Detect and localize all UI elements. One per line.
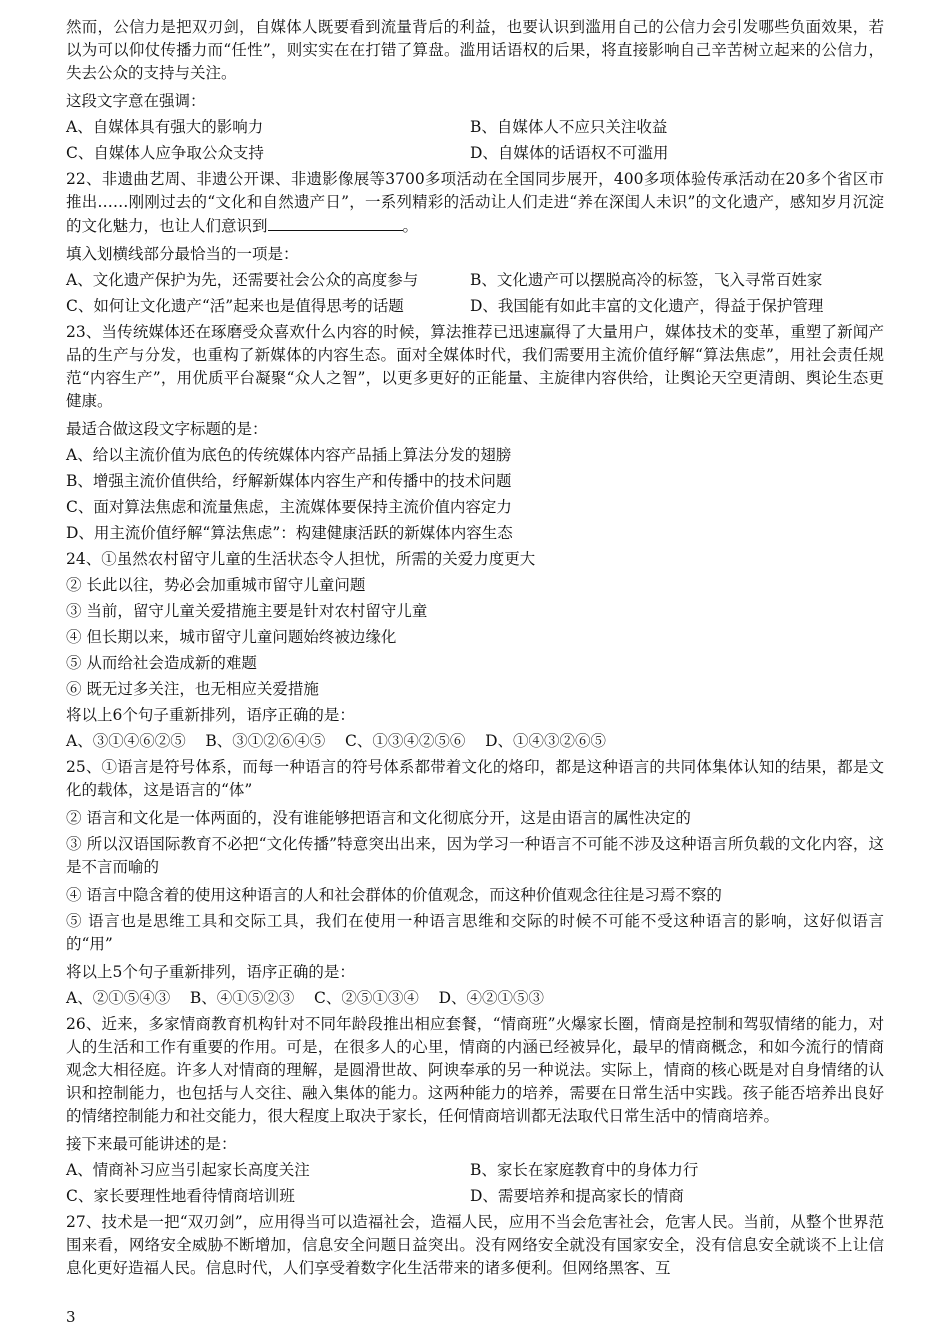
question-26-text: 26、近来，多家情商教育机构针对不同年龄段推出相应套餐，“情商班”火爆家长圈，情商是控制和驾驭情绪的能力，对人的生活和工作有重要的作用。可是，在很多人的心里，情商的内涵已经被异化，最早的情商概念，和如今流行的情商观念大相径庭。许多人对情商的理解，是圆滑世故、阿谀奉承的另一种说法。实际上，情商的核心既是对自身情绪的认识和控制能力，也包括与人交往、融入集体的能力。这两种能力的培养，需要在日常生活中实践。孩子能否培养出良好的情绪控制能力和社交能力，很大程度上取决于家长，任何情商培训都无法取代日常生活中的情商培养。 — [66, 1015, 884, 1125]
question-22-stem-end: 。 — [402, 217, 419, 235]
question-25-sentence-3: ③ 所以汉语国际教育不必把“文化传播”特意突出出来，因为学习一种语言不可能不涉及这种语言所负载的文化内容，这是不言而喻的 — [66, 835, 884, 876]
question-22-prompt: 填入划横线部分最恰当的一项是： — [66, 245, 299, 263]
question-26-prompt: 接下来最可能讲述的是： — [66, 1135, 237, 1153]
page-number: 3 — [66, 1308, 76, 1326]
question-22-stem: 22、非遗曲艺周、非遗公开课、非遗影像展等3700多项活动在全国同步展开，400多项体验传承活动在20多个省区市推出……刚刚过去的“文化和自然遗产日”，一系列精彩的活动让人们走进“养在深闺人未识”的文化遗产，感知岁月沉淀的文化魅力，也让人们意识到 — [66, 170, 884, 235]
question-24-sentence-1: 24、①虽然农村留守儿童的生活状态令人担忧，所需的关爱力度更大 — [66, 550, 536, 568]
question-21-prompt: 这段文字意在强调： — [66, 92, 206, 110]
option-21-a[interactable]: A、自媒体具有强大的影响力 — [66, 118, 264, 136]
question-25-sentence-1: 25、①语言是符号体系，而每一种语言的符号体系都带着文化的烙印，都是这种语言的共同体集体认知的结果，都是文化的载体，这是语言的“体” — [66, 758, 884, 799]
question-24-sentence-3: ③ 当前，留守儿童关爱措施主要是针对农村留守儿童 — [66, 602, 428, 620]
question-24-sentence-6: ⑥ 既无过多关注，也无相应关爱措施 — [66, 680, 319, 698]
options-22-row-2 — [66, 295, 884, 318]
question-22-text — [66, 168, 884, 238]
question-27-text: 27、技术是一把“双刃剑”，应用得当可以造福社会，造福人民，应用不当会危害社会，危害人民。当前，从整个世界范围来看，网络安全威胁不断增加，信息安全问题日益突出。没有网络安全就没有国家安全，没有信息安全就谈不上让信息化更好造福人民。信息时代，人们享受着数字化生活带来的诸多便利。但网络黑客、互 — [66, 1213, 884, 1277]
question-23-prompt: 最适合做这段文字标题的是： — [66, 420, 268, 438]
option-23-a[interactable]: A、给以主流价值为底色的传统媒体内容产品插上算法分发的翅膀 — [66, 446, 512, 464]
option-26-d[interactable]: D、需要培养和提高家长的情商 — [470, 1187, 684, 1205]
option-22-c[interactable]: C、如何让文化遗产“活”起来也是值得思考的话题 — [66, 297, 404, 315]
option-26-b[interactable]: B、家长在家庭教育中的身体力行 — [470, 1161, 699, 1179]
options-21-row-1 — [66, 116, 884, 139]
option-21-c[interactable]: C、自媒体人应争取公众支持 — [66, 144, 264, 162]
question-24-sentence-4: ④ 但长期以来，城市留守儿童问题始终被边缘化 — [66, 628, 397, 646]
options-26-row-2 — [66, 1185, 884, 1208]
option-22-b[interactable]: B、文化遗产可以摆脱高冷的标签，飞入寻常百姓家 — [470, 271, 823, 289]
option-23-b[interactable]: B、增强主流价值供给，纾解新媒体内容生产和传播中的技术问题 — [66, 472, 512, 490]
options-26-row-1 — [66, 1159, 884, 1182]
options-22-row-1 — [66, 269, 884, 292]
fill-blank — [268, 214, 403, 231]
question-24-prompt: 将以上6个句子重新排列，语序正确的是： — [66, 706, 355, 724]
question-23-text: 23、当传统媒体还在琢磨受众喜欢什么内容的时候，算法推荐已迅速赢得了大量用户，媒体技术的变革，重塑了新闻产品的生产与分发，也重构了新媒体的内容生态。面对全媒体时代，我们需要用主流价值纾解“算法焦虑”，用社会责任规范“内容生产”，用优质平台凝聚“众人之智”，以更多更好的正能量、主旋律内容供给，让舆论天空更清朗、舆论生态更健康。 — [66, 323, 884, 410]
option-21-b[interactable]: B、自媒体人不应只关注收益 — [470, 118, 668, 136]
option-23-c[interactable]: C、面对算法焦虑和流量焦虑，主流媒体要保持主流价值内容定力 — [66, 498, 512, 516]
passage-21-text: 然而，公信力是把双刃剑，自媒体人既要看到流量背后的利益，也要认识到滥用自己的公信力会引发哪些负面效果，若以为可以仰仗传播力而“任性”，则实实在在打错了算盘。滥用话语权的后果，将直接影响自己辛苦树立起来的公信力，失去公众的支持与关注。 — [66, 18, 884, 82]
options-21-row-2 — [66, 142, 884, 165]
question-25-sentence-4: ④ 语言中隐含着的使用这种语言的人和社会群体的价值观念，而这种价值观念往往是习焉不察的 — [66, 886, 722, 904]
question-24-sentence-2: ② 长此以往，势必会加重城市留守儿童问题 — [66, 576, 366, 594]
option-23-d[interactable]: D、用主流价值纾解“算法焦虑”：构建健康活跃的新媒体内容生态 — [66, 524, 513, 542]
option-22-a[interactable]: A、文化遗产保护为先，还需要社会公众的高度参与 — [66, 271, 419, 289]
question-24-sentence-5: ⑤ 从而给社会造成新的难题 — [66, 654, 257, 672]
options-24[interactable]: A、③①④⑥②⑤ B、③①②⑥④⑤ C、①③④②⑤⑥ D、①④③②⑥⑤ — [66, 732, 606, 750]
option-21-d[interactable]: D、自媒体的话语权不可滥用 — [470, 144, 669, 162]
question-25-prompt: 将以上5个句子重新排列，语序正确的是： — [66, 963, 355, 981]
exam-page — [66, 16, 884, 1285]
options-25[interactable]: A、②①⑤④③ B、④①⑤②③ C、②⑤①③④ D、④②①⑤③ — [66, 989, 544, 1007]
option-26-c[interactable]: C、家长要理性地看待情商培训班 — [66, 1187, 295, 1205]
option-22-d[interactable]: D、我国能有如此丰富的文化遗产，得益于保护管理 — [470, 297, 824, 315]
question-25-sentence-5: ⑤ 语言也是思维工具和交际工具，我们在使用一种语言思维和交际的时候不可能不受这种语言的影响，这好似语言的“用” — [66, 912, 884, 953]
question-25-sentence-2: ② 语言和文化是一体两面的，没有谁能够把语言和文化彻底分开，这是由语言的属性决定的 — [66, 809, 691, 827]
option-26-a[interactable]: A、情商补习应当引起家长高度关注 — [66, 1161, 310, 1179]
